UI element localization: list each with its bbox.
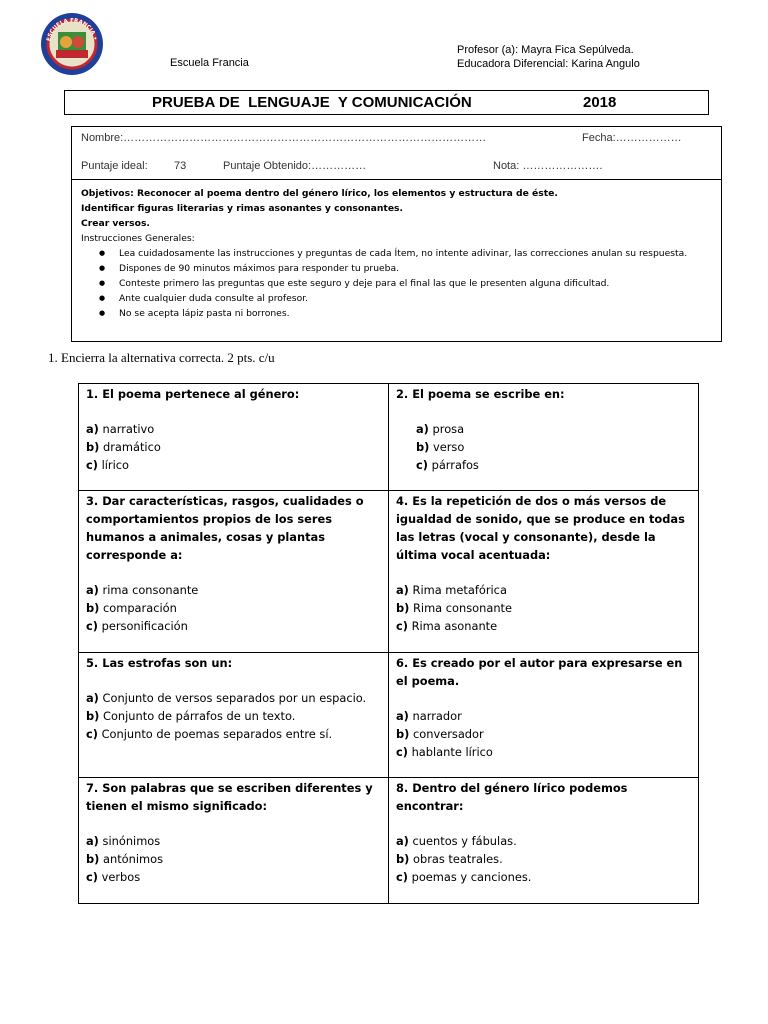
- ideal-score-label: Puntaje ideal:: [81, 160, 148, 172]
- option[interactable]: b) dramático: [86, 440, 161, 454]
- instruction-item: ● Ante cualquier duda consulte al profesor.: [81, 291, 713, 306]
- test-year: 2018: [583, 94, 617, 111]
- option[interactable]: c) verbos: [86, 870, 141, 884]
- table-row: [79, 491, 699, 653]
- question-text: 6. Es creado por el autor para expresarse en el poema.: [396, 656, 683, 688]
- question-cell: [79, 491, 389, 653]
- option[interactable]: b) Conjunto de párrafos de un texto.: [86, 709, 296, 723]
- teacher-info: [457, 43, 640, 71]
- section-heading: 1. Encierra la alternativa correcta. 2 pts. c/u: [48, 350, 275, 365]
- obtained-score-field[interactable]: Puntaje Obtenido:……………: [223, 160, 367, 172]
- option[interactable]: b) Rima consonante: [396, 601, 513, 615]
- question-text: 1. El poema pertenece al género:: [86, 387, 300, 401]
- option[interactable]: b) verso: [416, 440, 465, 454]
- teacher-name: Profesor (a): Mayra Fica Sepúlveda.: [457, 44, 634, 56]
- questions-table: [78, 383, 699, 904]
- option[interactable]: a) rima consonante: [86, 583, 199, 597]
- option[interactable]: a) prosa: [416, 422, 465, 436]
- option[interactable]: b) comparación: [86, 601, 177, 615]
- option[interactable]: a) Rima metafórica: [396, 583, 507, 597]
- option[interactable]: b) obras teatrales.: [396, 852, 503, 866]
- question-text: 8. Dentro del género lírico podemos encontrar:: [396, 781, 628, 813]
- option[interactable]: b) antónimos: [86, 852, 164, 866]
- table-row: [79, 653, 699, 778]
- question-cell: [79, 653, 389, 778]
- question-cell: [79, 778, 389, 904]
- objective-line: Crear versos.: [81, 218, 150, 229]
- option[interactable]: a) narrador: [396, 709, 462, 723]
- question-cell: [79, 384, 389, 491]
- question-cell: [389, 778, 699, 904]
- option[interactable]: a) Conjunto de versos separados por un espacio.: [86, 691, 367, 705]
- educator-name: Educadora Diferencial: Karina Angulo: [457, 58, 640, 70]
- objective-line: Objetivos: Reconocer al poema dentro del género lírico, los elementos y estructura de éste.: [81, 188, 558, 199]
- question-text: 5. Las estrofas son un:: [86, 656, 233, 670]
- question-text: 3. Dar características, rasgos, cualidades o comportamientos propios de los seres humanos a animales, cosas y plantas corresponde a:: [86, 494, 364, 562]
- school-name: Escuela Francia: [170, 57, 249, 69]
- instruction-item: ● Dispones de 90 minutos máximos para responder tu prueba.: [81, 261, 713, 276]
- instructions-list: [81, 246, 713, 321]
- question-cell: [389, 491, 699, 653]
- date-field[interactable]: Fecha:………………: [582, 132, 682, 144]
- option[interactable]: c) párrafos: [416, 458, 479, 472]
- option[interactable]: c) personificación: [86, 619, 188, 633]
- question-text: 7. Son palabras que se escriben diferentes y tienen el mismo significado:: [86, 781, 373, 813]
- option[interactable]: a) sinónimos: [86, 834, 161, 848]
- instruction-item: ● Conteste primero las preguntas que este seguro y deje para el final las que le presenten alguna dificultad.: [81, 276, 713, 291]
- student-info-box: [71, 126, 722, 342]
- grade-field[interactable]: Nota: ………………….: [493, 160, 603, 172]
- instructions-label: Instrucciones Generales:: [81, 233, 195, 244]
- table-row: [79, 778, 699, 904]
- option[interactable]: a) cuentos y fábulas.: [396, 834, 517, 848]
- option[interactable]: a) narrativo: [86, 422, 155, 436]
- instruction-item: ● Lea cuidadosamente las instrucciones y preguntas de cada Ítem, no intente adivinar, las correcciones anulan su respuesta.: [81, 246, 713, 261]
- option[interactable]: c) hablante lírico: [396, 745, 493, 759]
- question-text: 2. El poema se escribe en:: [396, 387, 565, 401]
- table-row: [79, 384, 699, 491]
- option[interactable]: b) conversador: [396, 727, 484, 741]
- option[interactable]: c) Conjunto de poemas separados entre sí.: [86, 727, 333, 741]
- title-box: [64, 90, 709, 115]
- test-title: PRUEBA DE LENGUAJE Y COMUNICACIÓN: [152, 94, 472, 111]
- option[interactable]: c) Rima asonante: [396, 619, 498, 633]
- option[interactable]: c) poemas y canciones.: [396, 870, 532, 884]
- option[interactable]: c) lírico: [86, 458, 129, 472]
- question-cell: [389, 384, 699, 491]
- logo-text: ESCUELA FRANCIA •: [46, 17, 98, 42]
- ideal-score-value: 73: [174, 160, 187, 172]
- question-text: 4. Es la repetición de dos o más versos de igualdad de sonido, que se produce en todas las letras (vocal y consonante), desde la última vocal acentuada:: [396, 494, 685, 562]
- divider: [72, 179, 721, 180]
- school-logo: [40, 12, 104, 76]
- objective-line: Identificar figuras literarias y rimas asonantes y consonantes.: [81, 203, 404, 214]
- objectives: [81, 186, 713, 321]
- question-cell: [389, 653, 699, 778]
- name-field[interactable]: Nombre:………………………………………………………………………………………: [81, 132, 487, 144]
- instruction-item: ● No se acepta lápiz pasta ni borrones.: [81, 306, 713, 321]
